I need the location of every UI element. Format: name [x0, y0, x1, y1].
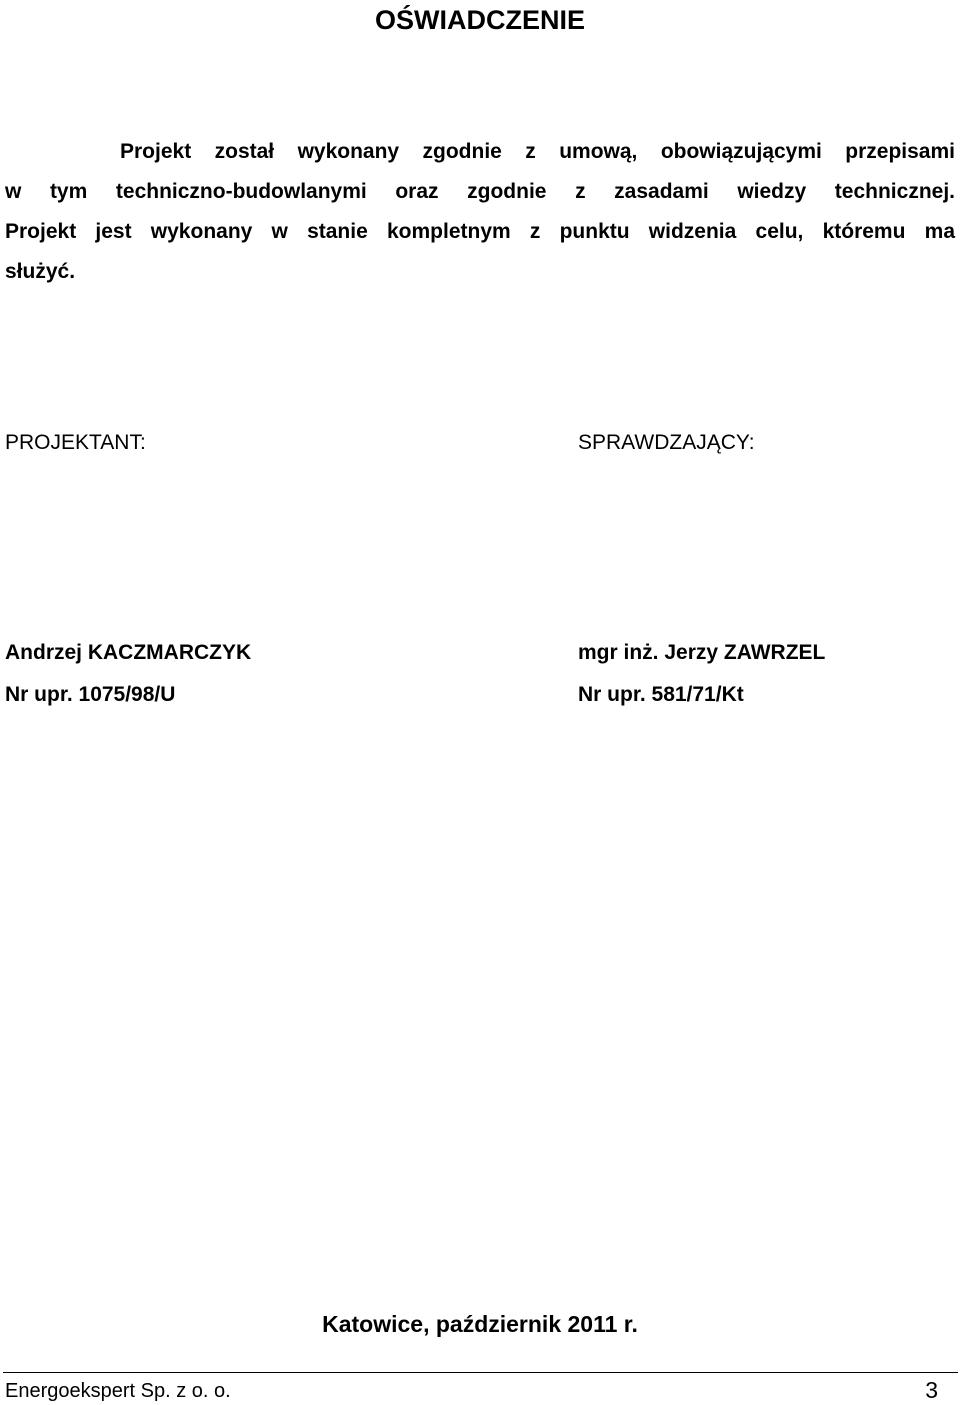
statement-line: służyć.: [5, 260, 76, 283]
statement-line: Projekt jest wykonany w stanie kompletnym z punktu widzenia celu, któremu ma: [5, 220, 955, 243]
designer-name: Andrzej KACZMARCZYK: [5, 641, 252, 664]
page-number: 3: [925, 1377, 938, 1403]
statement-line: Projekt został wykonany zgodnie z umową, obowiązującymi przepisami: [120, 140, 955, 163]
footer-divider: [3, 1372, 958, 1373]
designer-license: Nr upr. 1075/98/U: [5, 683, 176, 706]
statement-paragraph: [5, 132, 955, 292]
place-and-date: Katowice, październik 2011 r.: [322, 1311, 638, 1337]
footer-company: Energoekspert Sp. z o. o.: [5, 1380, 231, 1402]
statement-line: w tym techniczno-budowlanymi oraz zgodnie z zasadami wiedzy technicznej.: [5, 180, 955, 203]
verifier-license: Nr upr. 581/71/Kt: [578, 683, 744, 706]
document-title: OŚWIADCZENIE: [374, 5, 585, 35]
verifier-name: mgr inż. Jerzy ZAWRZEL: [578, 641, 826, 664]
designer-label: PROJEKTANT:: [5, 431, 146, 454]
verifier-label: SPRAWDZAJĄCY:: [578, 431, 755, 454]
